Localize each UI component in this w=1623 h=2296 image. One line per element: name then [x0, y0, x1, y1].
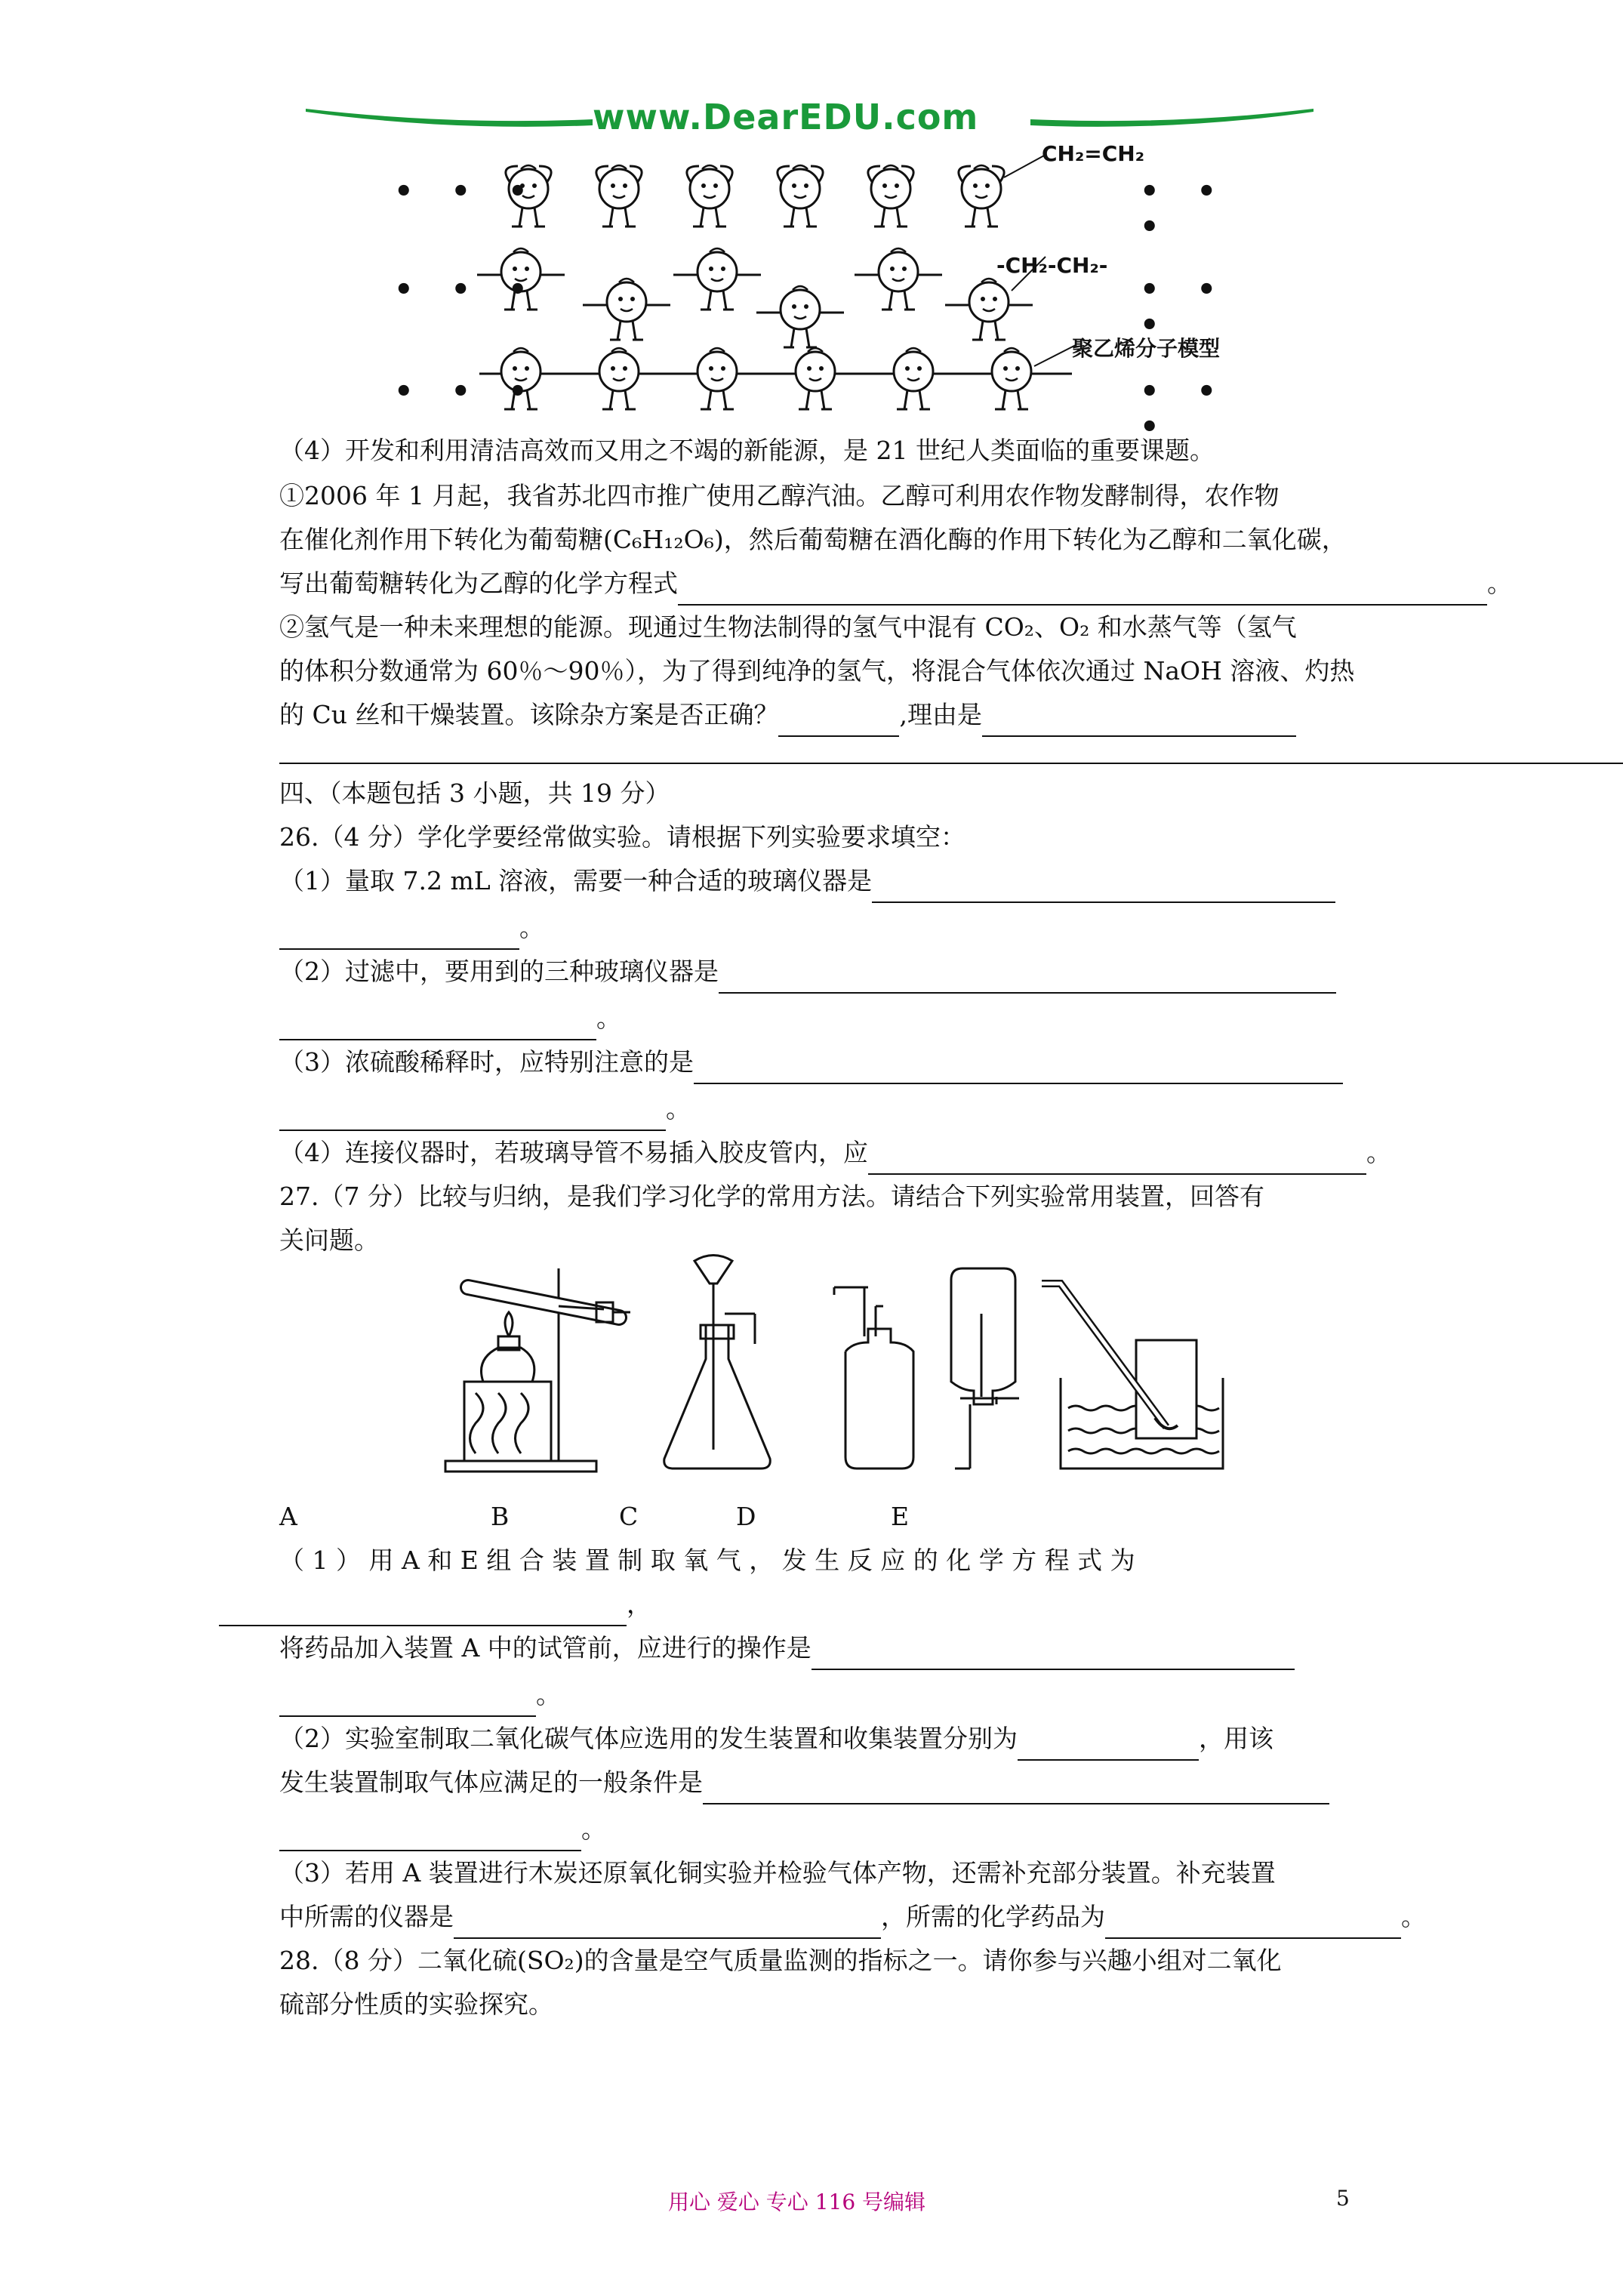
- q4-p1-line3-text: 写出葡萄糖转化为乙醇的化学方程式: [279, 569, 678, 598]
- q27-s2-line1: [279, 1717, 1273, 1761]
- q26-s1-text: （1）量取 7.2 mL 溶液，需要一种合适的玻璃仪器是: [279, 866, 873, 895]
- q27-s2-line1-tail: ，用该: [1199, 1724, 1273, 1753]
- answer-blank-q27-1-operation[interactable]: [812, 1638, 1295, 1670]
- answer-blank-q26-3-cont[interactable]: [279, 1099, 666, 1131]
- q27-s2-line2: [279, 1761, 1329, 1804]
- q27-s2-line2-cont: [279, 1808, 606, 1851]
- q26-s3-text: （3）浓硫酸稀释时，应特别注意的是: [279, 1047, 694, 1077]
- q27-s2-end: 。: [581, 1814, 606, 1844]
- q4-p1-line3: [279, 562, 1512, 606]
- label-monomer: CH₂=CH₂: [1042, 141, 1144, 166]
- apparatus-label-c: C: [619, 1502, 639, 1531]
- q27-s2-line2-text: 发生装置制取气体应满足的一般条件是: [279, 1767, 703, 1797]
- q27-s2-line1-text: （2）实验室制取二氧化碳气体应选用的发生装置和收集装置分别为: [279, 1724, 1018, 1753]
- q27-stem-2: 关问题。: [279, 1225, 379, 1255]
- q27-s1-line1-end: ，: [627, 1589, 651, 1619]
- answer-blank-q26-1[interactable]: [872, 871, 1335, 903]
- q4-p1-line2: 在催化剂作用下转化为葡萄糖(C₆H₁₂O₆)，然后葡萄糖在酒化酶的作用下转化为乙醇和二氧化碳，: [279, 525, 1347, 554]
- answer-blank-q27-3-reagents[interactable]: [1105, 1907, 1401, 1939]
- q4-p2-line1: ②氢气是一种未来理想的能源。现通过生物法制得的氢气中混有 CO₂、O₂ 和水蒸气等（氢气: [279, 612, 1297, 642]
- q26-s2-cont: [279, 997, 621, 1040]
- q4-intro: （4）开发和利用清洁高效而又用之不竭的新能源，是 21 世纪人类面临的重要课题。: [279, 436, 1215, 465]
- q27-s3-end: 。: [1401, 1902, 1426, 1931]
- answer-blank-q26-1-cont[interactable]: [279, 918, 519, 950]
- ellipsis-right-2: • • •: [1140, 272, 1230, 343]
- ellipsis-right-3: • • •: [1140, 374, 1230, 445]
- q26-s3-cont: [279, 1087, 691, 1131]
- q26-s3: [279, 1040, 1343, 1084]
- q26-s1-cont: [279, 906, 544, 950]
- header-swoosh-left: [306, 103, 593, 133]
- q4-p2-line2: 的体积分数通常为 60％～90％），为了得到纯净的氢气，将混合气体依次通过 NaOH 溶液、灼热: [279, 656, 1355, 686]
- apparatus-label-b: B: [491, 1502, 510, 1531]
- label-unit: -CH₂-CH₂-: [996, 253, 1108, 278]
- q4-p2-line3-text: 的 Cu 丝和干燥装置。该除杂方案是否正确？: [279, 700, 779, 729]
- apparatus-label-d: D: [736, 1502, 756, 1531]
- q4-p2-line3: [279, 693, 1296, 737]
- q4-p2-line3-reason: ,理由是: [899, 700, 982, 729]
- lab-apparatus-drawings: [423, 1253, 1268, 1480]
- answer-blank-reason[interactable]: [982, 705, 1296, 737]
- q27-s3-line2-mid: ，所需的化学药品为: [881, 1902, 1105, 1931]
- answer-blank-q27-2-condition-cont[interactable]: [279, 1820, 581, 1851]
- apparatus-label-e: E: [891, 1502, 910, 1531]
- header-swoosh-right: [1030, 103, 1313, 133]
- answer-blank-q26-3[interactable]: [694, 1052, 1343, 1084]
- page-number: 5: [1336, 2186, 1350, 2211]
- answer-blank-scheme-correct[interactable]: [778, 705, 899, 737]
- q27-s1-line2-cont: [279, 1673, 561, 1717]
- answer-blank-q26-4[interactable]: [868, 1143, 1366, 1175]
- q27-s1-line1-cont: [219, 1583, 651, 1626]
- ellipsis-left-2: • • •: [394, 272, 541, 307]
- label-model: 聚乙烯分子模型: [1072, 336, 1221, 361]
- answer-blank-q27-1-operation-cont[interactable]: [279, 1685, 536, 1717]
- q26-s4-end: 。: [1366, 1138, 1391, 1167]
- q28-stem-2: 硫部分性质的实验探究。: [279, 1989, 553, 2019]
- q26-s3-end: 。: [666, 1094, 691, 1123]
- q27-stem-1: 27.（7 分）比较与归纳，是我们学习化学的常用方法。请结合下列实验常用装置，回答有: [279, 1182, 1264, 1211]
- q27-s1-line2-text: 将药品加入装置 A 中的试管前，应进行的操作是: [279, 1633, 812, 1663]
- footer-text: 用心 爱心 专心 116 号编辑: [668, 2190, 926, 2214]
- q27-s1-end: 。: [536, 1680, 561, 1709]
- q26-s1: [279, 859, 1335, 903]
- answer-blank-q27-3-instruments[interactable]: [454, 1907, 881, 1939]
- q27-s3-line1: （3）若用 A 装置进行木炭还原氧化铜实验并检验气体产物，还需补充部分装置。补充装置: [279, 1858, 1276, 1888]
- answer-line-reason-cont[interactable]: [279, 763, 1623, 764]
- q26-s4: [279, 1131, 1391, 1175]
- ellipsis-left-1: • • •: [394, 174, 541, 209]
- q27-s1-line1: （ 1 ） 用 A 和 E 组 合 装 置 制 取 氧 气 ， 发 生 反 应 的 化 学 方 程 式 为: [279, 1546, 1135, 1575]
- answer-blank-q27-1-equation[interactable]: [219, 1595, 627, 1626]
- q26-s2-text: （2）过滤中，要用到的三种玻璃仪器是: [279, 957, 719, 986]
- header-banner: [306, 97, 1313, 149]
- apparatus-label-a: A: [279, 1502, 297, 1531]
- q4-p1-line1: ①2006 年 1 月起，我省苏北四市推广使用乙醇汽油。乙醇可利用农作物发酵制得，农作物: [279, 481, 1280, 510]
- q26-s2: [279, 950, 1336, 994]
- answer-blank-q27-2-devices[interactable]: [1018, 1729, 1199, 1761]
- q26-s2-end: 。: [596, 1003, 621, 1033]
- apparatus-figure: [423, 1253, 1268, 1480]
- q26-stem: 26.（4 分）学化学要经常做实验。请根据下列实验要求填空：: [279, 822, 965, 852]
- polyethylene-figure: [377, 141, 1283, 445]
- q27-s1-line2: [279, 1626, 1295, 1670]
- q26-s1-end: 。: [519, 913, 544, 942]
- q27-s3-line2-text: 中所需的仪器是: [279, 1902, 454, 1931]
- answer-blank-glucose-equation[interactable]: [678, 574, 1487, 606]
- ellipsis-left-3: • • •: [394, 374, 541, 409]
- section4-title: 四、（本题包括 3 小题，共 19 分）: [279, 778, 670, 808]
- site-url: www.DearEDU.com: [593, 97, 979, 137]
- answer-blank-q27-2-condition[interactable]: [703, 1773, 1329, 1804]
- q27-s3-line2: [279, 1895, 1426, 1939]
- ellipsis-right-1: • • •: [1140, 174, 1230, 245]
- q4-p1-end: 。: [1487, 569, 1512, 598]
- q26-s4-text: （4）连接仪器时，若玻璃导管不易插入胶皮管内，应: [279, 1138, 868, 1167]
- answer-blank-q26-2[interactable]: [719, 962, 1336, 994]
- q28-stem-1: 28.（8 分）二氧化硫(SO₂)的含量是空气质量监测的指标之一。请你参与兴趣小组对二氧化: [279, 1946, 1282, 1975]
- answer-blank-q26-2-cont[interactable]: [279, 1009, 596, 1040]
